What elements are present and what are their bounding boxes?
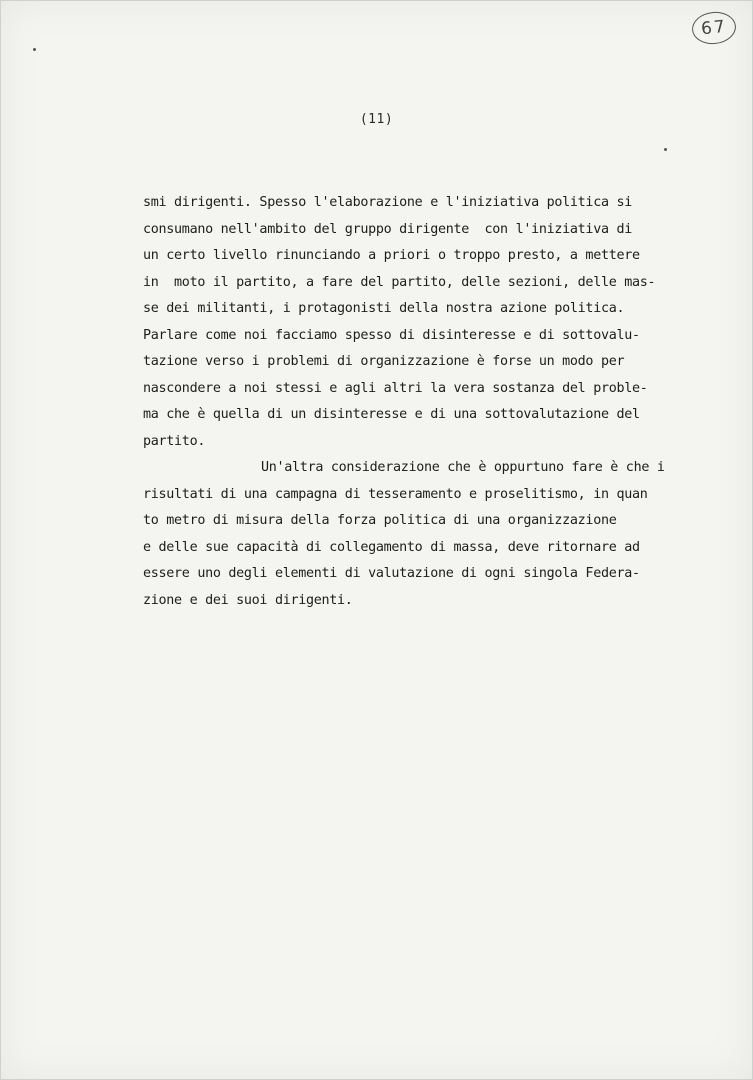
ink-speck <box>664 148 667 151</box>
text-line: Parlare come noi facciamo spesso di disinteresse e di sottovalu- <box>143 327 640 343</box>
archive-page-mark: 67 <box>690 10 737 46</box>
text-line: tazione verso i problemi di organizzazione è forse un modo per <box>143 354 625 369</box>
text-line: partito. <box>143 433 206 449</box>
body-text <box>143 190 723 614</box>
text-line: e delle sue capacità di collegamento di massa, deve ritornare ad <box>143 539 640 555</box>
text-line: un certo livello rinunciando a priori o troppo presto, a mettere <box>143 248 640 263</box>
page-number: (11) <box>359 112 394 127</box>
text-line: nascondere a noi stessi e agli altri la vera sostanza del proble- <box>143 380 648 396</box>
text-line: Un'altra considerazione che è oppurtuno fare è che i <box>261 460 665 475</box>
text-line: se dei militanti, i protagonisti della nostra azione politica. <box>143 301 625 316</box>
paragraph-2 <box>143 455 723 614</box>
text-line: ma che è quella di un disinteresse e di una sottovalutazione del <box>143 407 640 422</box>
text-line: risultati di una campagna di tesseramento e proselitismo, in quan <box>143 486 648 502</box>
text-line: smi dirigenti. Spesso l'elaborazione e l'iniziativa politica si <box>143 195 632 210</box>
text-line: to metro di misura della forza politica di una organizzazione <box>143 513 617 528</box>
text-line: essere uno degli elementi di valutazione di ogni singola Federa- <box>143 566 640 581</box>
text-line: consumano nell'ambito del gruppo dirigente con l'iniziativa di <box>143 221 632 237</box>
text-line: zione e dei suoi dirigenti. <box>143 592 353 608</box>
paragraph-1 <box>143 190 723 455</box>
text-line: in moto il partito, a fare del partito, delle sezioni, delle mas- <box>143 274 656 290</box>
ink-speck <box>33 48 36 51</box>
